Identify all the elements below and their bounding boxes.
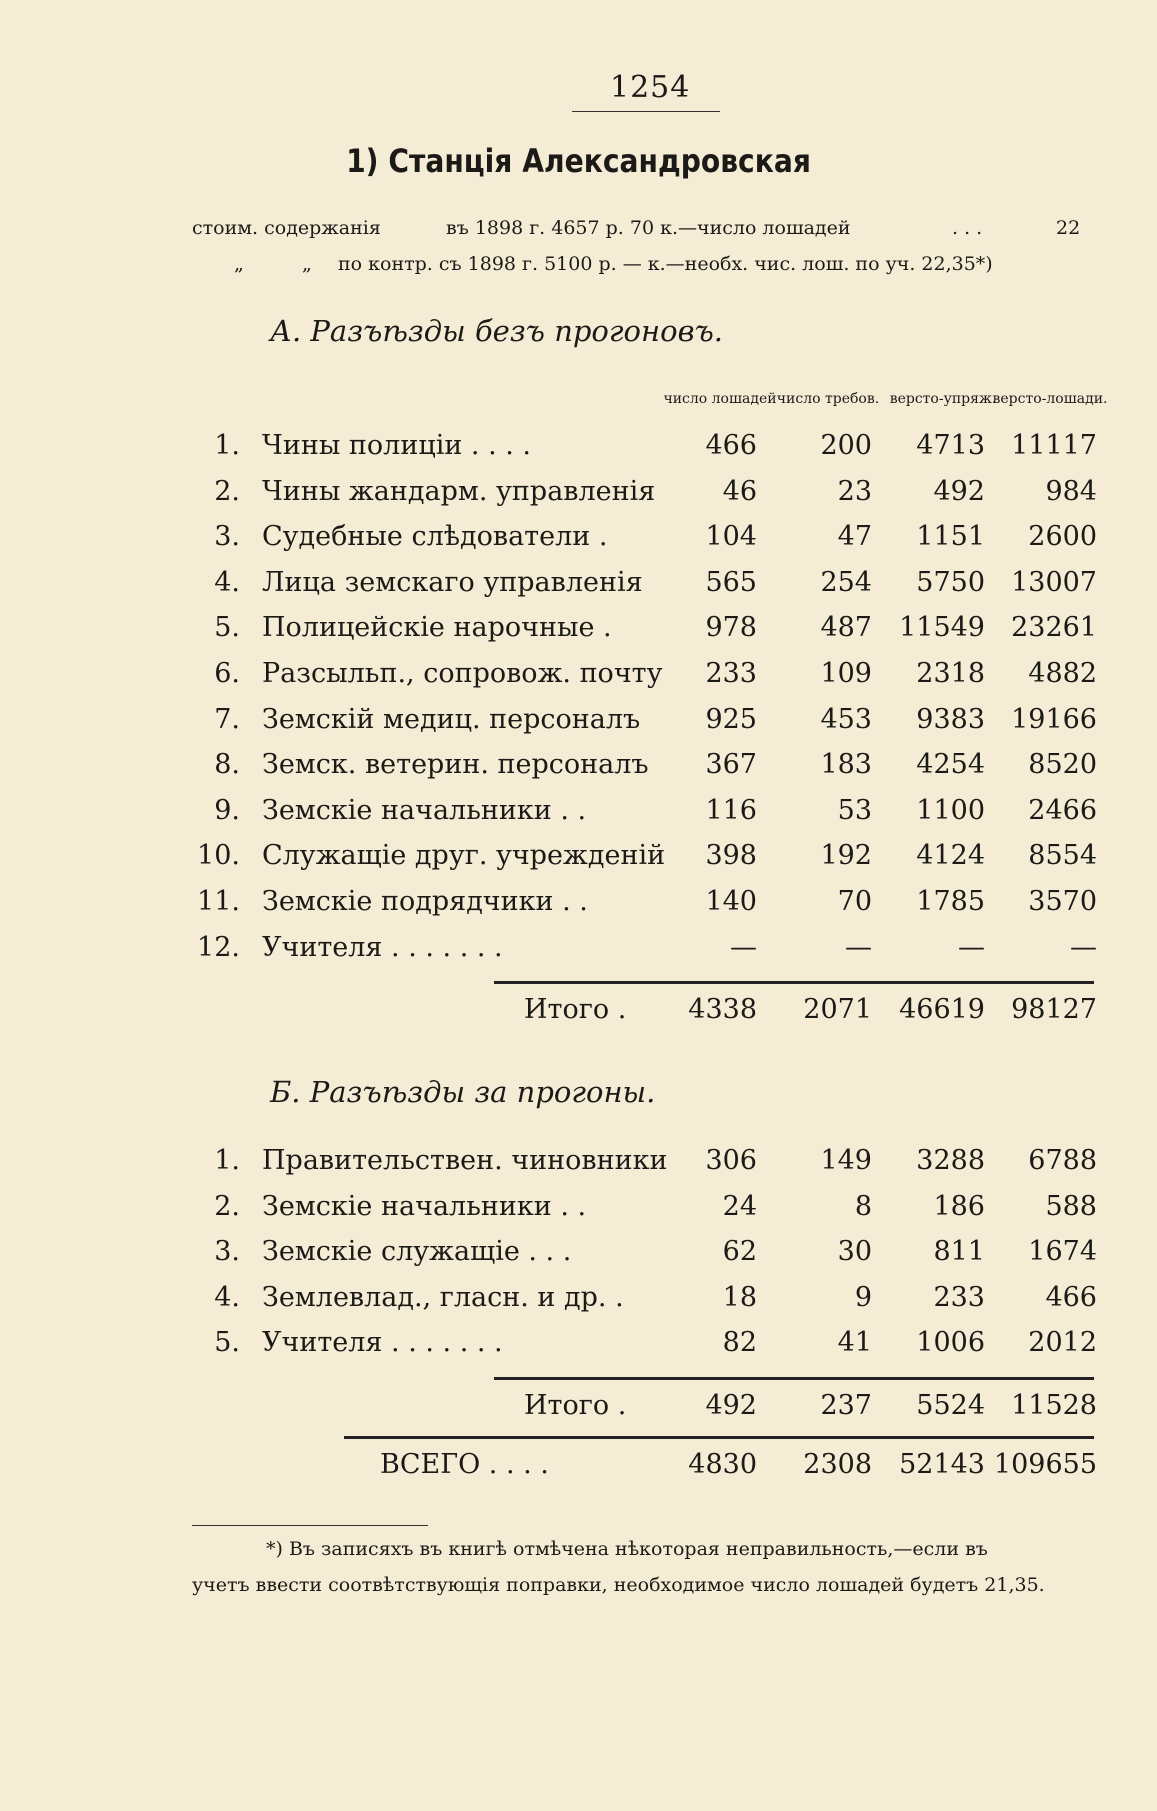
- section-b-title: Б. Разъѣзды за прогоны.: [270, 1075, 656, 1109]
- total-b-value-4: 11528: [1011, 1390, 1097, 1421]
- table-a-row-value-4: 8520: [1028, 749, 1097, 781]
- table-a-row-value-1: 233: [705, 658, 757, 689]
- table-b-row-number: 3.: [214, 1236, 240, 1268]
- table-b-row-value-2: 30: [837, 1236, 872, 1268]
- table-a-row-name: Разсыльп., сопровож. почту: [262, 658, 663, 689]
- table-a-row-name: Земскіе подрядчики . .: [262, 886, 588, 917]
- table-a-row-value-1: 104: [705, 521, 757, 553]
- table-a-row-number: 6.: [214, 658, 240, 689]
- table-b-row-value-3: 811: [933, 1236, 985, 1268]
- table-a-row-value-1: 46: [722, 475, 757, 507]
- meta-line1-left: стоим. содержанія: [192, 217, 381, 239]
- meta-line2-text: по контр. съ 1898 г. 5100 р. — к.—необх. чис. лош. по уч. 22,35*): [338, 253, 993, 275]
- table-a-row-number: 12.: [197, 931, 240, 963]
- table-b-row-value-1: 306: [705, 1145, 757, 1176]
- table-a-row-value-3: 1100: [916, 794, 985, 826]
- table-a-row-number: 11.: [197, 886, 240, 917]
- table-a-row-value-4: 23261: [1011, 612, 1097, 644]
- meta-line1-mid: въ 1898 г. 4657 р. 70 к.—число лошадей: [446, 217, 851, 239]
- table-b-row-value-2: 8: [854, 1190, 872, 1222]
- total-a-value-4: 98127: [1011, 994, 1097, 1025]
- table-a-row-name: Судебные слѣдователи .: [262, 521, 608, 553]
- table-a-row-value-1: —: [730, 931, 757, 963]
- table-a-row-value-3: 5750: [916, 566, 985, 598]
- table-a-row-value-4: 3570: [1028, 886, 1097, 917]
- table-a-row-value-4: 4882: [1028, 658, 1097, 689]
- table-b-row-value-3: 186: [933, 1190, 985, 1222]
- column-header-4: версто-лошади.: [992, 391, 1108, 407]
- table-b-row-value-4: 588: [1045, 1190, 1097, 1222]
- table-a-row-value-3: 492: [933, 475, 985, 507]
- table-a-row-name: Земскій медиц. персоналъ: [262, 703, 641, 735]
- table-b-row-value-1: 82: [722, 1327, 757, 1359]
- table-b-row-number: 2.: [214, 1190, 240, 1222]
- table-a-row-value-4: 2600: [1028, 521, 1097, 553]
- section-a-title: А. Разъѣзды безъ прогоновъ.: [270, 314, 723, 348]
- table-b-row-number: 1.: [214, 1145, 240, 1176]
- total-b-value-2: 237: [820, 1390, 872, 1421]
- table-b-row-value-4: 2012: [1028, 1327, 1097, 1359]
- meta-line2-ditto-2: „: [302, 253, 312, 275]
- grand-total-value-2: 2308: [803, 1449, 872, 1480]
- table-a-row-name: Учителя . . . . . . .: [262, 931, 503, 963]
- table-a-row-value-2: 53: [837, 794, 872, 826]
- table-a-row-value-1: 116: [705, 794, 757, 826]
- table-a-row-value-4: 984: [1045, 475, 1097, 507]
- table-b-row-name: Учителя . . . . . . .: [262, 1327, 503, 1359]
- table-a-row-name: Земск. ветерин. персоналъ: [262, 749, 649, 781]
- total-b-rule: [494, 1377, 1094, 1380]
- table-a-row-value-4: 8554: [1028, 840, 1097, 872]
- total-b-value-1: 492: [705, 1390, 757, 1421]
- table-b-row-name: Земскіе начальники . .: [262, 1190, 587, 1222]
- table-a-row-number: 4.: [214, 566, 240, 598]
- table-a-row-value-4: 13007: [1011, 566, 1097, 598]
- table-a-row-name: Служащіе друг. учрежденій: [262, 840, 666, 872]
- table-a-row-name: Полицейскіе нарочные .: [262, 612, 612, 644]
- table-a-row-value-1: 565: [705, 566, 757, 598]
- total-a-rule: [494, 981, 1094, 984]
- table-b-row-name: Землевлад., гласн. и др. .: [262, 1281, 624, 1313]
- table-b-row-value-4: 466: [1045, 1281, 1097, 1313]
- table-a-row-value-2: 47: [837, 521, 872, 553]
- table-a-row-value-1: 367: [705, 749, 757, 781]
- column-header-2: число требов.: [776, 391, 880, 407]
- table-a-row-number: 9.: [214, 794, 240, 826]
- table-a-row-value-2: 453: [820, 703, 872, 735]
- table-a-row-value-3: 1151: [916, 521, 985, 553]
- table-a-row-number: 5.: [214, 612, 240, 644]
- grand-total-value-1: 4830: [688, 1449, 757, 1480]
- table-b-row-name: Земскіе служащіе . . .: [262, 1236, 572, 1268]
- table-b-row-value-2: 9: [854, 1281, 872, 1313]
- table-a-row-value-3: 4254: [916, 749, 985, 781]
- table-a-row-value-2: 254: [820, 566, 872, 598]
- table-a-row-value-1: 466: [705, 430, 757, 461]
- total-b-label: Итого .: [524, 1390, 627, 1421]
- table-b-row-value-2: 41: [837, 1327, 872, 1359]
- table-a-row-number: 3.: [214, 521, 240, 553]
- footnote-line1: *) Въ записяхъ въ книгѣ отмѣчена нѣкоторая неправильность,—если въ: [266, 1538, 988, 1560]
- table-a-row-number: 8.: [214, 749, 240, 781]
- table-a-row-number: 1.: [214, 430, 240, 461]
- table-a-row-value-3: 4713: [916, 430, 985, 461]
- table-a-row-value-2: 23: [837, 475, 872, 507]
- table-b-row-value-1: 18: [722, 1281, 757, 1313]
- table-a-row-value-4: 19166: [1011, 703, 1097, 735]
- table-a-row-value-2: 70: [837, 886, 872, 917]
- meta-line1-value: 22: [1056, 217, 1081, 239]
- total-a-label: Итого .: [524, 994, 627, 1025]
- table-a-row-number: 10.: [197, 840, 240, 872]
- meta-line1-dots: . . .: [952, 217, 983, 239]
- table-b-row-value-3: 3288: [916, 1145, 985, 1176]
- table-a-row-value-2: 487: [820, 612, 872, 644]
- table-a-row-value-3: 2318: [916, 658, 985, 689]
- total-b-value-3: 5524: [916, 1390, 985, 1421]
- table-a-row-value-1: 925: [705, 703, 757, 735]
- table-a-row-value-1: 140: [705, 886, 757, 917]
- table-a-row-value-3: 1785: [916, 886, 985, 917]
- table-a-row-value-3: —: [958, 931, 985, 963]
- table-a-row-value-2: 109: [820, 658, 872, 689]
- page-number: 1254: [610, 70, 691, 105]
- table-a-row-value-3: 11549: [899, 612, 985, 644]
- table-a-row-value-1: 978: [705, 612, 757, 644]
- table-a-row-value-4: —: [1070, 931, 1097, 963]
- column-header-3: версто-упряж.: [889, 391, 997, 407]
- footnote-rule: [192, 1525, 428, 1526]
- table-a-row-value-2: 192: [820, 840, 872, 872]
- table-a-row-value-4: 2466: [1028, 794, 1097, 826]
- table-b-row-value-1: 62: [722, 1236, 757, 1268]
- table-a-row-value-2: 200: [820, 430, 872, 461]
- table-b-row-number: 5.: [214, 1327, 240, 1359]
- meta-line2-ditto-1: „: [234, 253, 244, 275]
- total-a-value-1: 4338: [688, 994, 757, 1025]
- page-number-rule: [572, 111, 720, 112]
- table-b-row-number: 4.: [214, 1281, 240, 1313]
- table-a-row-number: 7.: [214, 703, 240, 735]
- grand-total-label: ВСЕГО . . . .: [380, 1449, 549, 1480]
- grand-total-value-4: 109655: [993, 1449, 1097, 1480]
- table-a-row-value-3: 9383: [916, 703, 985, 735]
- total-a-value-2: 2071: [803, 994, 872, 1025]
- table-a-row-number: 2.: [214, 475, 240, 507]
- table-a-row-value-3: 4124: [916, 840, 985, 872]
- station-title: 1) Станція Александровская: [346, 142, 811, 180]
- table-a-row-name: Чины полиціи . . . .: [262, 430, 531, 461]
- table-b-row-value-4: 6788: [1028, 1145, 1097, 1176]
- table-b-row-name: Правительствен. чиновники: [262, 1145, 668, 1176]
- table-b-row-value-1: 24: [722, 1190, 757, 1222]
- table-b-row-value-4: 1674: [1028, 1236, 1097, 1268]
- grand-total-value-3: 52143: [899, 1449, 985, 1480]
- table-a-row-name: Земскіе начальники . .: [262, 794, 587, 826]
- table-b-row-value-3: 233: [933, 1281, 985, 1313]
- table-a-row-value-2: 183: [820, 749, 872, 781]
- table-a-row-name: Чины жандарм. управленія: [262, 475, 656, 507]
- table-a-row-value-4: 11117: [1011, 430, 1097, 461]
- footnote-line2: учетъ ввести соотвѣтствующія поправки, необходимое число лошадей будетъ 21,35.: [192, 1574, 1045, 1596]
- grand-total-rule: [344, 1436, 1094, 1439]
- table-b-row-value-2: 149: [820, 1145, 872, 1176]
- total-a-value-3: 46619: [899, 994, 985, 1025]
- table-b-row-value-3: 1006: [916, 1327, 985, 1359]
- table-a-row-value-1: 398: [705, 840, 757, 872]
- table-a-row-value-2: —: [845, 931, 872, 963]
- column-header-1: число лошадей: [663, 391, 777, 407]
- table-a-row-name: Лица земскаго управленія: [262, 566, 643, 598]
